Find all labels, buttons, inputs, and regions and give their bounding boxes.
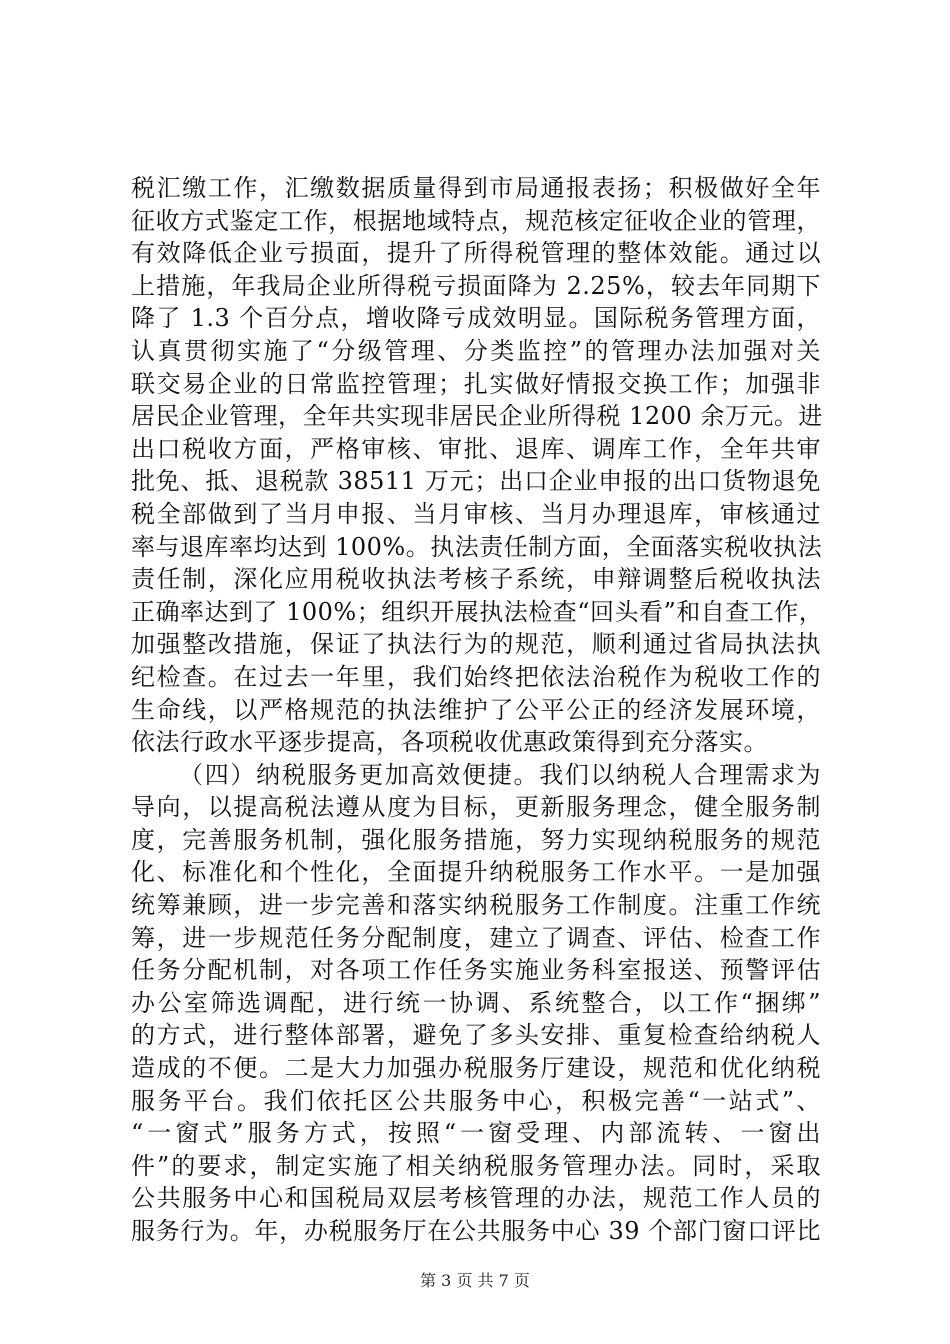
text-line: 统筹兼顾，进一步完善和落实纳税服务工作制度。注重工作统 xyxy=(131,891,821,920)
text-line: 服务行为。年，办税服务厅在公共服务中心 39 个部门窗口评比 xyxy=(131,1217,821,1245)
text-line: 生命线，以严格规范的执法维护了公平公正的经济发展环境， xyxy=(131,695,821,724)
text-line: 纪检查。在过去一年里，我们始终把依法治税作为税收工作的 xyxy=(131,662,821,691)
text-line: 公共服务中心和国税局双层考核管理的办法，规范工作人员的 xyxy=(131,1184,821,1213)
text-line: 有效降低企业亏损面，提升了所得税管理的整体效能。通过以 xyxy=(131,239,821,268)
text-line: 税汇缴工作，汇缴数据质量得到市局通报表扬；积极做好全年 xyxy=(131,174,821,202)
text-line: 出口税收方面，严格审核、审批、退库、调库工作，全年共审 xyxy=(131,434,821,463)
text-line: “一窗式”服务方式，按照“一窗受理、内部流转、一窗出 xyxy=(131,1119,821,1148)
text-line: 批免、抵、退税款 38511 万元；出口企业申报的出口货物退免 xyxy=(131,467,821,496)
text-line: 责任制，深化应用税收执法考核子系统，申辩调整后税收执法 xyxy=(131,565,821,594)
text-line: 造成的不便。二是大力加强办税服务厅建设，规范和优化纳税 xyxy=(131,1054,821,1083)
text-line: 导向，以提高税法遵从度为目标，更新服务理念，健全服务制 xyxy=(131,793,821,822)
text-line: 认真贯彻实施了“分级管理、分类监控”的管理办法加强对关 xyxy=(131,336,821,365)
text-line: 征收方式鉴定工作，根据地域特点，规范核定征收企业的管理， xyxy=(131,206,821,235)
text-line: 服务平台。我们依托区公共服务中心，积极完善“一站式”、 xyxy=(131,1086,821,1115)
text-line: 居民企业管理，全年共实现非居民企业所得税 1200 余万元。进 xyxy=(131,402,823,431)
text-line: 降了 1.3 个百分点，增收降亏成效明显。国际税务管理方面， xyxy=(131,304,821,333)
page-number-indicator: 第 3 页 共 7 页 xyxy=(420,1271,530,1290)
text-line: 的方式，进行整体部署，避免了多头安排、重复检查给纳税人 xyxy=(131,1021,821,1050)
page-footer xyxy=(0,1271,950,1291)
text-line: 筹，进一步规范任务分配制度，建立了调查、评估、检查工作 xyxy=(131,923,821,952)
text-line: 税全部做到了当月申报、当月审核、当月办理退库，审核通过 xyxy=(131,499,821,528)
section-four-heading-line: （四）纳税服务更加高效便捷。我们以纳税人合理需求为 xyxy=(179,760,821,789)
text-line: 率与退库率均达到 100%。执法责任制方面，全面落实税收执法 xyxy=(131,532,823,561)
text-line: 办公室筛选调配，进行统一协调、系统整合，以工作“捆绑” xyxy=(131,988,821,1017)
text-line: 联交易企业的日常监控管理；扎实做好情报交换工作；加强非 xyxy=(131,369,821,398)
document-body xyxy=(131,172,824,1248)
text-line: 加强整改措施，保证了执法行为的规范，顺利通过省局执法执 xyxy=(131,630,821,659)
paragraph-end-line: 依法行政水平逐步提高，各项税收优惠政策得到充分落实。 xyxy=(131,728,768,757)
text-line: 正确率达到了 100%；组织开展执法检查“回头看”和自查工作， xyxy=(131,597,824,626)
text-line: 度，完善服务机制，强化服务措施，努力实现纳税服务的规范 xyxy=(131,825,821,854)
text-line: 上措施，年我局企业所得税亏损面降为 2.25%，较去年同期下 xyxy=(131,271,821,300)
text-line: 任务分配机制，对各项工作任务实施业务科室报送、预警评估 xyxy=(131,956,821,985)
text-line: 件”的要求，制定实施了相关纳税服务管理办法。同时，采取 xyxy=(131,1151,821,1180)
text-line: 化、标准化和个性化，全面提升纳税服务工作水平。一是加强 xyxy=(131,858,821,887)
